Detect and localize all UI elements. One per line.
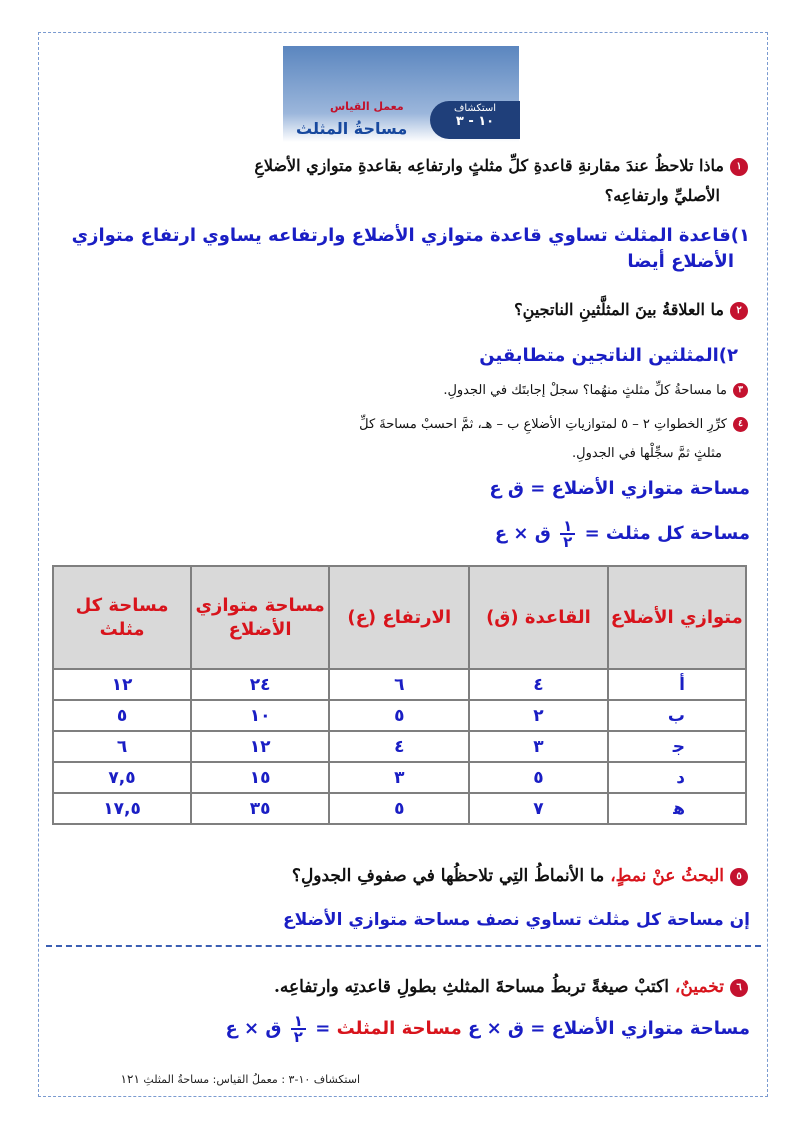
question-1	[254, 156, 748, 176]
question-number-5: ٥	[730, 868, 748, 886]
formula-fraction	[560, 519, 575, 549]
table-cell: ١٢	[191, 731, 329, 762]
question-number-3: ٣	[733, 383, 748, 398]
answer-1-line2: الأضلاع أيضا	[627, 251, 734, 272]
question-1-line1: ماذا تلاحظُ عندَ مقارنةِ قاعدةِ كلِّ مثلثٍ وارتفاعِه بقاعدةِ متوازي الأضلاعِ	[254, 156, 724, 175]
answer-6-formula: ق × ع	[225, 1018, 282, 1039]
fraction-numerator: ١	[560, 519, 575, 535]
formula-triangle-prefix: مساحة كل مثلث =	[584, 523, 750, 544]
table-cell: ٣	[469, 731, 607, 762]
table-cell: ٦	[329, 669, 469, 700]
answer-1-line1: ١)قاعدة المثلث تساوي قاعدة متوازي الأضلاع وارتفاعه يساوي ارتفاع متوازي	[71, 225, 750, 246]
table-cell: ٥	[329, 700, 469, 731]
table-cell: ٣	[329, 762, 469, 793]
table-cell: ٧,٥	[53, 762, 191, 793]
footer-text: استكشاف ١٠-٣ : معملُ القياس: مساحةُ المثلثِ	[143, 1073, 360, 1086]
question-3-text: ما مساحةُ كلِّ مثلثٍ منهُما؟ سجلْ إجابتَك في الجدولِ.	[443, 383, 727, 398]
answer-6-triangle-label: مساحة المثلث	[336, 1018, 462, 1039]
table-cell: ١٧,٥	[53, 793, 191, 824]
explore-number: ١٠ - ٣	[455, 114, 495, 129]
table-header-row	[53, 566, 746, 669]
question-5-text: ما الأنماطُ التِي تلاحظُها في صفوفِ الجدولِ؟	[291, 866, 605, 886]
question-4-line1: كرِّرِ الخطواتِ ٢ – ٥ لمتوازياتِ الأضلاعِ ب – هـ، ثمَّ احسبْ مساحةَ كلِّ	[359, 417, 727, 432]
table-cell: ﻫ	[608, 793, 746, 824]
table-cell: ٧	[469, 793, 607, 824]
table-cell: ١٠	[191, 700, 329, 731]
explore-badge	[430, 101, 520, 139]
question-1-line2: الأصليِّ وارتفاعِه؟	[604, 186, 720, 205]
table-header-height: الارتفاع (ع)	[329, 566, 469, 669]
table-cell: ٢	[469, 700, 607, 731]
table-cell: ٢٤	[191, 669, 329, 700]
explore-label: استكشاف	[453, 103, 497, 114]
question-4	[359, 417, 748, 432]
table-cell: ٥	[329, 793, 469, 824]
answer-5: إن مساحة كل مثلث تساوي نصف مساحة متوازي الأضلاع	[282, 910, 750, 930]
table-header-base: القاعدة (ق)	[469, 566, 607, 669]
table-row	[53, 731, 746, 762]
table-header-triangle-area: مساحة كل مثلث	[53, 566, 191, 669]
formula-triangle	[495, 519, 750, 549]
question-number-4: ٤	[733, 417, 748, 432]
answer-6-fraction	[291, 1014, 306, 1044]
lab-name: معمل القياس	[330, 100, 404, 113]
answer-6	[225, 1014, 750, 1044]
page-number: ١٢١	[120, 1072, 140, 1086]
question-6-text: اكتبْ صيغةً تربطُ مساحةَ المثلثِ بطولِ قاعدتِه وارتفاعِه.	[273, 977, 669, 997]
question-2-text: ما العلاقةُ بينَ المثلَّثينِ الناتجينِ؟	[514, 300, 724, 319]
table-cell: ٤	[469, 669, 607, 700]
table-header-parallelogram: متوازي الأضلاع	[608, 566, 746, 669]
question-6	[274, 977, 748, 997]
formula-parallelogram: مساحة متوازي الأضلاع = ق ع	[489, 478, 750, 499]
table-cell: ١٥	[191, 762, 329, 793]
table-cell: ٦	[53, 731, 191, 762]
table-cell: أ	[608, 669, 746, 700]
question-number-2: ٢	[730, 302, 748, 320]
question-5-label: البحثُ عنْ نمطٍ،	[610, 866, 724, 886]
table-row	[53, 700, 746, 731]
page-footer	[117, 1072, 360, 1086]
section-divider	[46, 945, 761, 947]
answer-6-parallelogram: مساحة متوازي الأضلاع = ق × ع	[468, 1018, 750, 1039]
question-number-6: ٦	[730, 979, 748, 997]
table-cell: د	[608, 762, 746, 793]
table-cell: ب	[608, 700, 746, 731]
table-cell: ٣٥	[191, 793, 329, 824]
question-3	[443, 383, 748, 398]
table-row	[53, 793, 746, 824]
question-2	[514, 300, 748, 320]
question-number-1: ١	[730, 158, 748, 176]
table-cell: ﺟ	[608, 731, 746, 762]
table-header-parallelogram-area: مساحة متوازي الأضلاع	[191, 566, 329, 669]
fraction-denominator: ٢	[293, 1028, 303, 1046]
data-table	[52, 565, 747, 825]
question-5	[292, 866, 748, 886]
table-cell: ٥	[469, 762, 607, 793]
lesson-title: مساحةُ المثلث	[296, 119, 408, 138]
fraction-numerator: ١	[291, 1014, 306, 1030]
formula-triangle-suffix: ق × ع	[494, 523, 551, 544]
answer-2: ٢)المثلثين الناتجين متطابقين	[479, 345, 738, 366]
table-row	[53, 762, 746, 793]
fraction-denominator: ٢	[563, 533, 573, 551]
table-cell: ٤	[329, 731, 469, 762]
table-cell: ٥	[53, 700, 191, 731]
table-cell: ١٢	[53, 669, 191, 700]
answer-6-equals: =	[315, 1018, 331, 1039]
table-row	[53, 669, 746, 700]
question-4-line2: مثلثٍ ثمَّ سجِّلْها في الجدولِ.	[572, 446, 722, 461]
question-6-label: تخمينٌ،	[674, 977, 724, 997]
